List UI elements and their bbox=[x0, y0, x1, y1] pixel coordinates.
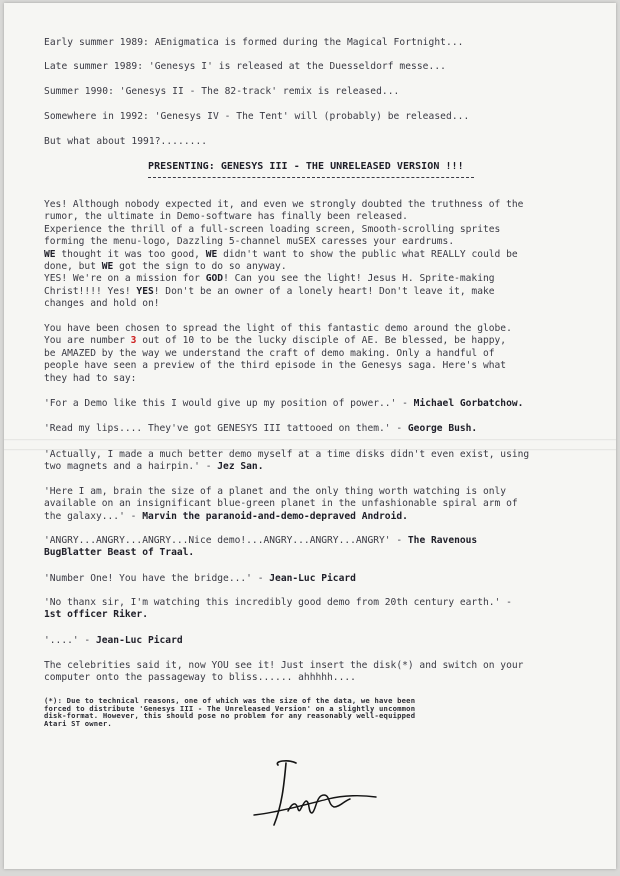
paragraph-chosen bbox=[44, 323, 512, 385]
text-run: GOD bbox=[205, 273, 224, 285]
intro-line: Somewhere in 1992: 'Genesys IV - The Tent' will (probably) be released... bbox=[44, 111, 470, 122]
signature bbox=[244, 755, 384, 835]
quote-text: 'For a Demo like this I would give up my position of power..' - bbox=[44, 398, 414, 409]
text-run: YES bbox=[136, 285, 154, 297]
quote-author: Jez San. bbox=[217, 461, 264, 473]
intro-line: But what about 1991?........ bbox=[44, 136, 208, 147]
quote bbox=[44, 535, 477, 560]
quote-author: The Ravenous BugBlatter Beast of Traal. bbox=[44, 535, 478, 559]
text-run: got the sign to do so anyway. YES! We're on a mission for bbox=[44, 261, 287, 285]
quote bbox=[44, 573, 356, 585]
quote bbox=[44, 423, 477, 435]
text-run: out of 10 to be the lucky disciple of AE. Be blessed, be happy, be AMAZED by the way we understand the craft of demo making. Only a handful of people have seen a preview of the third episode in the Genesys saga. Here's what they had to say: bbox=[44, 335, 507, 384]
letter-page bbox=[4, 3, 616, 869]
quote bbox=[44, 597, 512, 622]
text-run: ! Don't be an owner of a lonely heart! Don't leave it, make changes and hold on! bbox=[44, 285, 495, 310]
quote-author: Jean-Luc Picard bbox=[95, 635, 183, 646]
handwritten-number: 3 bbox=[130, 335, 137, 347]
quote-text: 'Read my lips.... They've got GENESYS III tattooed on them.' - bbox=[44, 423, 408, 434]
quote-author: Michael Gorbatchow. bbox=[413, 398, 524, 409]
paper-fold bbox=[4, 439, 616, 441]
intro-line: Summer 1990: 'Genesys II - The 82-track' remix is released... bbox=[44, 86, 400, 97]
quote-text: 'Number One! You have the bridge...' - bbox=[44, 573, 270, 584]
quote bbox=[44, 398, 523, 410]
text-run: WE bbox=[205, 248, 218, 260]
quote-text: '....' - bbox=[44, 635, 96, 646]
quote-author: Marvin the paranoid-and-demo-depraved Android. bbox=[142, 510, 408, 522]
quote-text: 'No thanx sir, I'm watching this incredibly good demo from 20th century earth.' - bbox=[44, 597, 512, 608]
text-run: WE bbox=[44, 248, 56, 260]
text-run: didn't want to show the public what REALLY could be done, but bbox=[44, 248, 518, 273]
quote-author: 1st officer Riker. bbox=[44, 609, 148, 621]
text-run: WE bbox=[101, 261, 114, 273]
footnote: (*): Due to technical reasons, one of which was the size of the data, we have been forced to distribute 'Genesys III - The Unreleased Version' on a slightly uncommon disk-format. However, this should pose no problem for any reasonably well-equipped Atari ST owner. bbox=[44, 696, 416, 728]
paragraph-announcement bbox=[44, 199, 523, 311]
text-run: You have been chosen to spread the light of this fantastic demo around the globe. You are number bbox=[44, 323, 512, 347]
text-run: ! Can you see the light! Jesus H. Sprite-making Christ!!!! Yes! bbox=[44, 273, 495, 297]
quote-text: 'ANGRY...ANGRY...ANGRY...Nice demo!...ANGRY...ANGRY...ANGRY' - bbox=[44, 535, 408, 546]
quote-text: 'Here I am, brain the size of a planet and the only thing worth watching is only available on an insignificant blue-green planet in the unfashionable spiral arm of the galaxy...' - bbox=[44, 486, 518, 522]
intro-line: Early summer 1989: AEnigmatica is formed during the Magical Fortnight... bbox=[44, 37, 464, 48]
heading: PRESENTING: GENESYS III - THE UNRELEASED VERSION !!! bbox=[148, 161, 464, 172]
heading-underline bbox=[148, 177, 474, 178]
quote-author: George Bush. bbox=[407, 423, 478, 434]
text-run: thought it was too good, bbox=[55, 248, 206, 260]
quote bbox=[44, 486, 518, 523]
closing-paragraph: The celebrities said it, now YOU see it! Just insert the disk(*) and switch on your computer onto the passageway to bliss...... ahhhhh.... bbox=[44, 660, 524, 684]
quote-text: 'Actually, I made a much better demo myself at a time disks didn't even exist, using two magnets and a hairpin.' - bbox=[44, 449, 530, 473]
quote bbox=[44, 635, 183, 647]
quote-author: Jean-Luc Picard bbox=[269, 573, 356, 584]
quote bbox=[44, 449, 529, 474]
text-run: Yes! Although nobody expected it, and even we strongly doubted the truthness of the rumor, the ultimate in Demo-software has finally been released. Experience the thrill of a full-screen loading screen, Smooth-scrolling sprites forming the menu-logo, Dazzling 5-channel muSEX caresses your eardrums. bbox=[44, 199, 524, 248]
intro-line: Late summer 1989: 'Genesys I' is released at the Duesseldorf messe... bbox=[44, 61, 446, 72]
